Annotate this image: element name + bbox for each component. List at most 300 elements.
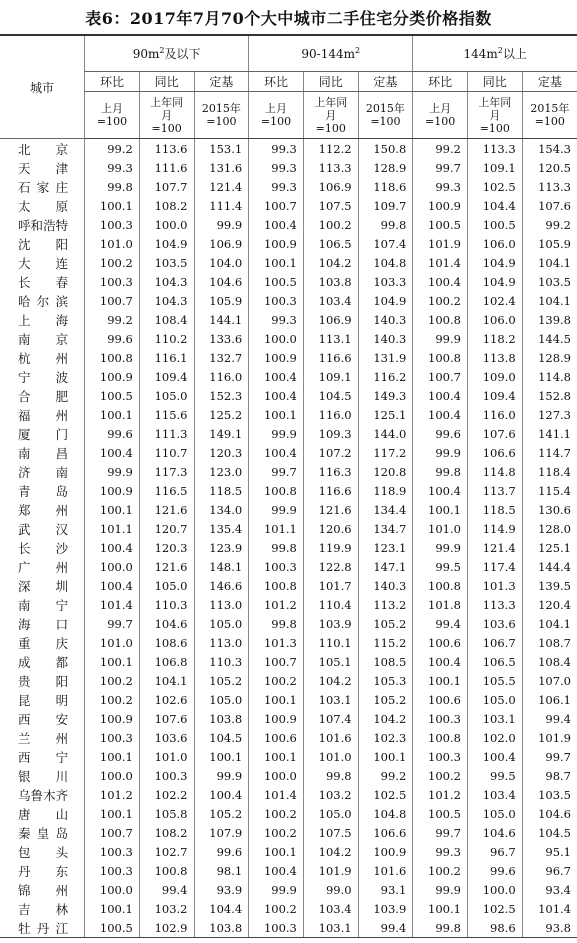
index-value-cell: 117.3 bbox=[139, 462, 194, 481]
city-name-cell: 兰州 bbox=[18, 730, 69, 746]
index-value-cell: 99.7 bbox=[249, 462, 304, 481]
index-value-cell: 106.9 bbox=[303, 177, 358, 196]
index-value-cell: 100.4 bbox=[249, 386, 304, 405]
index-value-cell: 99.3 bbox=[249, 310, 304, 329]
table-row bbox=[0, 709, 577, 728]
index-value-cell: 113.0 bbox=[194, 595, 249, 614]
index-value-cell: 103.4 bbox=[303, 899, 358, 918]
index-value-cell: 96.7 bbox=[467, 842, 522, 861]
index-value-cell: 114.9 bbox=[467, 519, 522, 538]
index-value-cell: 108.6 bbox=[139, 633, 194, 652]
index-value-cell: 100.2 bbox=[249, 823, 304, 842]
index-value-cell: 100.2 bbox=[413, 861, 468, 880]
index-value-cell: 144.5 bbox=[522, 329, 577, 348]
index-value-cell: 109.0 bbox=[467, 367, 522, 386]
index-value-cell: 116.0 bbox=[194, 367, 249, 386]
city-name-cell: 深圳 bbox=[18, 578, 69, 594]
index-value-cell: 114.8 bbox=[522, 367, 577, 386]
index-value-cell: 100.8 bbox=[413, 576, 468, 595]
index-value-cell: 100.4 bbox=[413, 652, 468, 671]
index-value-cell: 104.2 bbox=[303, 671, 358, 690]
index-value-cell: 100.8 bbox=[413, 728, 468, 747]
table-row bbox=[0, 728, 577, 747]
index-value-cell: 103.5 bbox=[139, 253, 194, 272]
index-value-cell: 101.0 bbox=[303, 747, 358, 766]
index-value-cell: 100.6 bbox=[413, 690, 468, 709]
index-value-cell: 101.6 bbox=[303, 728, 358, 747]
index-value-cell: 101.1 bbox=[249, 519, 304, 538]
index-value-cell: 125.1 bbox=[358, 405, 413, 424]
table-row bbox=[0, 899, 577, 918]
index-value-cell: 103.1 bbox=[303, 918, 358, 938]
city-name-cell: 贵阳 bbox=[18, 673, 69, 689]
index-value-cell: 134.7 bbox=[358, 519, 413, 538]
index-value-cell: 103.1 bbox=[467, 709, 522, 728]
index-value-cell: 106.9 bbox=[194, 234, 249, 253]
city-name-cell: 海口 bbox=[18, 616, 69, 632]
index-value-cell: 100.5 bbox=[249, 272, 304, 291]
table-row bbox=[0, 500, 577, 519]
table-row bbox=[0, 804, 577, 823]
table-row bbox=[0, 918, 577, 938]
index-value-cell: 99.5 bbox=[413, 557, 468, 576]
index-value-cell: 100.6 bbox=[413, 633, 468, 652]
index-value-cell: 100.3 bbox=[413, 747, 468, 766]
index-value-cell: 104.8 bbox=[358, 253, 413, 272]
city-name-cell: 广州 bbox=[18, 559, 69, 575]
index-value-cell: 144.1 bbox=[194, 310, 249, 329]
index-value-cell: 102.5 bbox=[467, 177, 522, 196]
index-value-cell: 120.3 bbox=[139, 538, 194, 557]
city-name-cell: 重庆 bbox=[18, 635, 69, 651]
index-value-cell: 103.6 bbox=[139, 728, 194, 747]
city-name-cell: 南昌 bbox=[18, 445, 69, 461]
base-label-last-year: 上年同 月 =100 bbox=[139, 92, 194, 139]
index-value-cell: 121.6 bbox=[139, 500, 194, 519]
index-value-cell: 114.7 bbox=[522, 443, 577, 462]
index-value-cell: 108.4 bbox=[139, 310, 194, 329]
index-value-cell: 110.7 bbox=[139, 443, 194, 462]
index-value-cell: 99.9 bbox=[413, 329, 468, 348]
index-value-cell: 102.5 bbox=[358, 785, 413, 804]
table-row bbox=[0, 880, 577, 899]
index-value-cell: 121.6 bbox=[303, 500, 358, 519]
index-value-cell: 103.4 bbox=[467, 785, 522, 804]
index-value-cell: 104.6 bbox=[467, 823, 522, 842]
index-value-cell: 100.7 bbox=[85, 291, 140, 310]
table-row bbox=[0, 538, 577, 557]
index-value-cell: 100.0 bbox=[139, 215, 194, 234]
index-value-cell: 99.8 bbox=[249, 538, 304, 557]
index-value-cell: 127.3 bbox=[522, 405, 577, 424]
index-value-cell: 100.4 bbox=[413, 405, 468, 424]
index-value-cell: 100.5 bbox=[85, 918, 140, 938]
index-value-cell: 116.6 bbox=[303, 348, 358, 367]
index-value-cell: 113.3 bbox=[467, 139, 522, 159]
city-name-cell: 吉林 bbox=[18, 901, 69, 917]
index-value-cell: 99.9 bbox=[194, 766, 249, 785]
index-value-cell: 105.1 bbox=[303, 652, 358, 671]
index-value-cell: 100.1 bbox=[358, 747, 413, 766]
index-value-cell: 100.2 bbox=[303, 215, 358, 234]
index-value-cell: 100.5 bbox=[413, 804, 468, 823]
city-name-cell: 济南 bbox=[18, 464, 69, 480]
index-value-cell: 101.0 bbox=[413, 519, 468, 538]
index-value-cell: 107.5 bbox=[303, 823, 358, 842]
index-value-cell: 134.0 bbox=[194, 500, 249, 519]
index-value-cell: 107.4 bbox=[358, 234, 413, 253]
city-column-header: 城市 bbox=[0, 35, 85, 139]
index-value-cell: 104.6 bbox=[139, 614, 194, 633]
index-value-cell: 99.2 bbox=[358, 766, 413, 785]
index-value-cell: 113.3 bbox=[467, 595, 522, 614]
table-title: 表6：2017年7月70个大中城市二手住宅分类价格指数 bbox=[85, 8, 492, 28]
index-value-cell: 100.0 bbox=[85, 880, 140, 899]
index-value-cell: 100.0 bbox=[85, 766, 140, 785]
index-value-cell: 99.7 bbox=[85, 614, 140, 633]
index-value-cell: 100.4 bbox=[249, 443, 304, 462]
index-value-cell: 99.3 bbox=[85, 158, 140, 177]
index-value-cell: 105.0 bbox=[139, 576, 194, 595]
index-value-cell: 99.6 bbox=[194, 842, 249, 861]
index-value-cell: 100.1 bbox=[85, 804, 140, 823]
index-value-cell: 102.5 bbox=[467, 899, 522, 918]
index-value-cell: 134.4 bbox=[358, 500, 413, 519]
index-value-cell: 104.1 bbox=[522, 291, 577, 310]
city-name-cell: 石家庄 bbox=[18, 179, 69, 195]
city-name-cell: 天津 bbox=[18, 160, 69, 176]
index-value-cell: 100.4 bbox=[249, 861, 304, 880]
index-value-cell: 100.9 bbox=[85, 367, 140, 386]
index-value-cell: 100.5 bbox=[413, 215, 468, 234]
index-value-cell: 113.8 bbox=[467, 348, 522, 367]
index-value-cell: 100.7 bbox=[249, 652, 304, 671]
table-row bbox=[0, 177, 577, 196]
table-row bbox=[0, 291, 577, 310]
index-value-cell: 106.5 bbox=[467, 652, 522, 671]
table-row bbox=[0, 443, 577, 462]
index-value-cell: 109.4 bbox=[467, 386, 522, 405]
table-row bbox=[0, 139, 577, 159]
index-value-cell: 104.6 bbox=[522, 804, 577, 823]
index-value-cell: 150.8 bbox=[358, 139, 413, 159]
index-value-cell: 101.4 bbox=[85, 595, 140, 614]
index-value-cell: 100.4 bbox=[85, 538, 140, 557]
index-value-cell: 123.1 bbox=[358, 538, 413, 557]
index-value-cell: 99.2 bbox=[522, 215, 577, 234]
index-value-cell: 100.0 bbox=[85, 557, 140, 576]
index-value-cell: 100.1 bbox=[85, 899, 140, 918]
index-value-cell: 110.3 bbox=[194, 652, 249, 671]
index-value-cell: 93.8 bbox=[522, 918, 577, 938]
index-value-cell: 93.1 bbox=[358, 880, 413, 899]
index-value-cell: 93.4 bbox=[522, 880, 577, 899]
index-value-cell: 100.3 bbox=[139, 766, 194, 785]
index-value-cell: 100.1 bbox=[85, 196, 140, 215]
index-value-cell: 104.2 bbox=[358, 709, 413, 728]
index-value-cell: 110.3 bbox=[139, 595, 194, 614]
index-value-cell: 120.8 bbox=[358, 462, 413, 481]
index-value-cell: 121.6 bbox=[139, 557, 194, 576]
index-value-cell: 101.0 bbox=[85, 234, 140, 253]
index-value-cell: 98.1 bbox=[194, 861, 249, 880]
index-value-cell: 100.5 bbox=[467, 215, 522, 234]
index-value-cell: 104.8 bbox=[358, 804, 413, 823]
index-value-cell: 104.9 bbox=[139, 234, 194, 253]
index-value-cell: 108.5 bbox=[358, 652, 413, 671]
index-value-cell: 98.7 bbox=[522, 766, 577, 785]
index-value-cell: 99.3 bbox=[249, 158, 304, 177]
index-value-cell: 99.7 bbox=[413, 823, 468, 842]
index-value-cell: 108.2 bbox=[139, 196, 194, 215]
index-value-cell: 100.1 bbox=[249, 690, 304, 709]
index-value-cell: 111.4 bbox=[194, 196, 249, 215]
index-value-cell: 100.3 bbox=[85, 861, 140, 880]
index-value-cell: 105.2 bbox=[194, 671, 249, 690]
index-value-cell: 100.3 bbox=[85, 215, 140, 234]
index-value-cell: 125.1 bbox=[522, 538, 577, 557]
sub-label-fixed-base: 定基 bbox=[358, 72, 413, 92]
table-row bbox=[0, 671, 577, 690]
index-value-cell: 100.1 bbox=[413, 500, 468, 519]
city-name-cell: 丹东 bbox=[18, 863, 69, 879]
index-value-cell: 128.9 bbox=[522, 348, 577, 367]
index-value-cell: 135.4 bbox=[194, 519, 249, 538]
index-value-cell: 100.0 bbox=[249, 766, 304, 785]
index-value-cell: 115.2 bbox=[358, 633, 413, 652]
base-label-2015: 2015年 =100 bbox=[194, 92, 249, 139]
table-row bbox=[0, 519, 577, 538]
index-value-cell: 116.0 bbox=[467, 405, 522, 424]
index-value-cell: 104.9 bbox=[467, 253, 522, 272]
index-value-cell: 99.0 bbox=[303, 880, 358, 899]
index-value-cell: 116.3 bbox=[303, 462, 358, 481]
index-value-cell: 139.8 bbox=[522, 310, 577, 329]
index-value-cell: 116.6 bbox=[303, 481, 358, 500]
index-value-cell: 99.5 bbox=[467, 766, 522, 785]
index-value-cell: 100.4 bbox=[413, 481, 468, 500]
index-value-cell: 99.8 bbox=[413, 462, 468, 481]
index-value-cell: 101.0 bbox=[85, 633, 140, 652]
index-value-cell: 103.1 bbox=[303, 690, 358, 709]
index-value-cell: 118.4 bbox=[522, 462, 577, 481]
index-value-cell: 107.9 bbox=[194, 823, 249, 842]
index-value-cell: 106.6 bbox=[358, 823, 413, 842]
index-value-cell: 102.6 bbox=[139, 690, 194, 709]
index-value-cell: 103.8 bbox=[194, 918, 249, 938]
index-value-cell: 152.3 bbox=[194, 386, 249, 405]
table-row bbox=[0, 823, 577, 842]
city-name-cell: 乌鲁木齐 bbox=[18, 787, 69, 803]
index-value-cell: 99.9 bbox=[249, 424, 304, 443]
index-value-cell: 118.5 bbox=[467, 500, 522, 519]
index-value-cell: 104.5 bbox=[522, 823, 577, 842]
index-value-cell: 99.6 bbox=[85, 329, 140, 348]
index-value-cell: 103.9 bbox=[358, 899, 413, 918]
index-value-cell: 100.4 bbox=[194, 785, 249, 804]
index-value-cell: 99.6 bbox=[413, 424, 468, 443]
sub-label-yoy: 同比 bbox=[139, 72, 194, 92]
city-name-cell: 宁波 bbox=[18, 369, 69, 385]
table-row bbox=[0, 367, 577, 386]
base-label-last-month: 上月 =100 bbox=[85, 92, 140, 139]
index-value-cell: 99.4 bbox=[522, 709, 577, 728]
table-row bbox=[0, 747, 577, 766]
index-value-cell: 107.5 bbox=[303, 196, 358, 215]
index-value-cell: 100.4 bbox=[249, 215, 304, 234]
index-value-cell: 99.8 bbox=[249, 614, 304, 633]
index-value-cell: 115.4 bbox=[522, 481, 577, 500]
index-value-cell: 100.4 bbox=[413, 272, 468, 291]
city-name-cell: 北京 bbox=[18, 141, 69, 157]
index-value-cell: 105.2 bbox=[358, 614, 413, 633]
index-value-cell: 101.7 bbox=[303, 576, 358, 595]
index-value-cell: 110.1 bbox=[303, 633, 358, 652]
city-name-cell: 福州 bbox=[18, 407, 69, 423]
index-value-cell: 100.9 bbox=[413, 196, 468, 215]
index-value-cell: 152.8 bbox=[522, 386, 577, 405]
index-value-cell: 104.9 bbox=[467, 272, 522, 291]
table-row bbox=[0, 614, 577, 633]
index-value-cell: 102.9 bbox=[139, 918, 194, 938]
index-value-cell: 105.0 bbox=[139, 386, 194, 405]
index-value-cell: 107.4 bbox=[303, 709, 358, 728]
city-name-cell: 长沙 bbox=[18, 540, 69, 556]
index-value-cell: 107.6 bbox=[522, 196, 577, 215]
index-value-cell: 100.2 bbox=[249, 899, 304, 918]
index-value-cell: 100.1 bbox=[249, 747, 304, 766]
index-value-cell: 140.3 bbox=[358, 310, 413, 329]
index-value-cell: 100.9 bbox=[249, 348, 304, 367]
city-name-cell: 牡丹江 bbox=[0, 918, 85, 938]
index-value-cell: 113.0 bbox=[194, 633, 249, 652]
index-value-cell: 100.3 bbox=[249, 918, 304, 938]
city-name-cell: 锦州 bbox=[18, 882, 69, 898]
index-value-cell: 118.5 bbox=[194, 481, 249, 500]
index-value-cell: 99.3 bbox=[249, 177, 304, 196]
index-value-cell: 102.2 bbox=[139, 785, 194, 804]
index-value-cell: 108.2 bbox=[139, 823, 194, 842]
index-value-cell: 105.0 bbox=[194, 690, 249, 709]
table-row bbox=[0, 329, 577, 348]
index-value-cell: 104.9 bbox=[358, 291, 413, 310]
index-value-cell: 104.2 bbox=[303, 253, 358, 272]
index-value-cell: 100.2 bbox=[85, 671, 140, 690]
index-value-cell: 104.6 bbox=[194, 272, 249, 291]
index-value-cell: 99.4 bbox=[413, 614, 468, 633]
city-name-cell: 上海 bbox=[18, 312, 69, 328]
index-value-cell: 102.4 bbox=[467, 291, 522, 310]
index-value-cell: 118.6 bbox=[358, 177, 413, 196]
index-value-cell: 95.1 bbox=[522, 842, 577, 861]
index-value-cell: 104.2 bbox=[303, 842, 358, 861]
city-name-cell: 合肥 bbox=[18, 388, 69, 404]
table-body bbox=[0, 139, 577, 938]
index-value-cell: 100.8 bbox=[249, 576, 304, 595]
index-value-cell: 100.4 bbox=[85, 443, 140, 462]
index-value-cell: 101.1 bbox=[85, 519, 140, 538]
index-value-cell: 105.2 bbox=[194, 804, 249, 823]
index-value-cell: 99.8 bbox=[358, 215, 413, 234]
index-value-cell: 100.4 bbox=[413, 386, 468, 405]
index-value-cell: 100.3 bbox=[413, 709, 468, 728]
index-value-cell: 105.8 bbox=[139, 804, 194, 823]
city-name-cell: 长春 bbox=[18, 274, 69, 290]
index-value-cell: 99.8 bbox=[413, 918, 468, 938]
index-value-cell: 106.5 bbox=[303, 234, 358, 253]
index-value-cell: 113.7 bbox=[467, 481, 522, 500]
base-label-last-year: 上年同 月 =100 bbox=[467, 92, 522, 139]
index-value-cell: 109.3 bbox=[303, 424, 358, 443]
index-value-cell: 99.6 bbox=[467, 861, 522, 880]
index-value-cell: 100.1 bbox=[85, 747, 140, 766]
index-value-cell: 105.9 bbox=[194, 291, 249, 310]
index-value-cell: 148.1 bbox=[194, 557, 249, 576]
index-value-cell: 100.8 bbox=[413, 310, 468, 329]
index-value-cell: 113.3 bbox=[522, 177, 577, 196]
index-value-cell: 100.9 bbox=[249, 234, 304, 253]
index-value-cell: 99.4 bbox=[139, 880, 194, 899]
table-row bbox=[0, 481, 577, 500]
index-value-cell: 100.8 bbox=[413, 348, 468, 367]
index-value-cell: 109.1 bbox=[467, 158, 522, 177]
base-label-last-year: 上年同 月 =100 bbox=[303, 92, 358, 139]
index-value-cell: 99.9 bbox=[249, 880, 304, 899]
index-value-cell: 109.1 bbox=[303, 367, 358, 386]
index-value-cell: 101.2 bbox=[413, 785, 468, 804]
index-value-cell: 99.3 bbox=[413, 842, 468, 861]
index-value-cell: 100.9 bbox=[85, 481, 140, 500]
sub-label-mom: 环比 bbox=[413, 72, 468, 92]
table-row bbox=[0, 557, 577, 576]
sub-label-yoy: 同比 bbox=[467, 72, 522, 92]
index-value-cell: 120.7 bbox=[139, 519, 194, 538]
index-value-cell: 101.4 bbox=[249, 785, 304, 804]
index-value-cell: 103.5 bbox=[522, 785, 577, 804]
index-value-cell: 103.8 bbox=[194, 709, 249, 728]
index-value-cell: 101.2 bbox=[249, 595, 304, 614]
index-value-cell: 108.7 bbox=[522, 633, 577, 652]
index-value-cell: 100.2 bbox=[249, 671, 304, 690]
table-row bbox=[0, 576, 577, 595]
index-value-cell: 99.4 bbox=[358, 918, 413, 938]
index-value-cell: 113.2 bbox=[358, 595, 413, 614]
index-value-cell: 133.6 bbox=[194, 329, 249, 348]
city-name-cell: 沈阳 bbox=[18, 236, 69, 252]
index-value-cell: 103.2 bbox=[139, 899, 194, 918]
city-name-cell: 哈尔滨 bbox=[18, 293, 69, 309]
index-value-cell: 128.0 bbox=[522, 519, 577, 538]
city-name-cell: 郑州 bbox=[18, 502, 69, 518]
index-value-cell: 100.1 bbox=[249, 253, 304, 272]
index-value-cell: 99.7 bbox=[522, 747, 577, 766]
table-row bbox=[0, 652, 577, 671]
index-value-cell: 100.4 bbox=[85, 576, 140, 595]
index-value-cell: 108.4 bbox=[522, 652, 577, 671]
index-value-cell: 101.0 bbox=[139, 747, 194, 766]
table-row bbox=[0, 253, 577, 272]
table-row bbox=[0, 633, 577, 652]
index-value-cell: 117.4 bbox=[467, 557, 522, 576]
index-value-cell: 100.2 bbox=[413, 291, 468, 310]
index-value-cell: 146.6 bbox=[194, 576, 249, 595]
index-value-cell: 101.9 bbox=[522, 728, 577, 747]
index-value-cell: 113.3 bbox=[303, 158, 358, 177]
price-index-table bbox=[0, 34, 577, 938]
index-value-cell: 106.8 bbox=[139, 652, 194, 671]
index-value-cell: 100.6 bbox=[249, 728, 304, 747]
index-value-cell: 113.1 bbox=[303, 329, 358, 348]
